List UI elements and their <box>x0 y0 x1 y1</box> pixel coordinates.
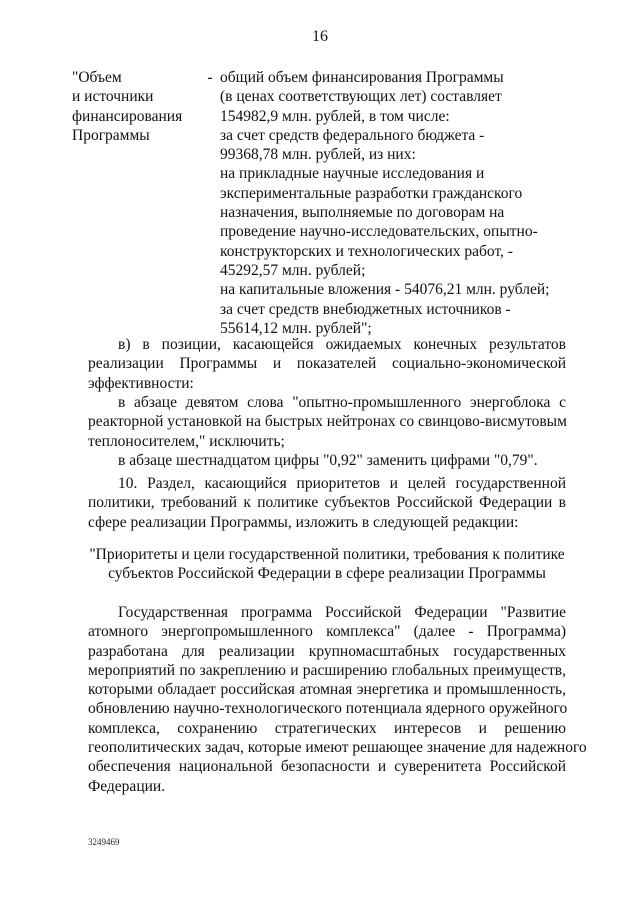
financing-block <box>72 68 572 338</box>
item-10-paragraph <box>88 474 566 532</box>
financing-text-line: общий объем финансирования Программы <box>220 69 504 86</box>
paragraph-line: Государственная программа Российской Федерации "Развитие <box>118 604 566 621</box>
paragraph-line: в абзаце шестнадцатом цифры "0,92" заменить цифрами "0,79". <box>118 452 538 469</box>
paragraph-line: Федерации. <box>88 777 166 795</box>
financing-text-line: за счет средств федерального бюджета - <box>220 126 485 144</box>
financing-label <box>72 68 200 338</box>
paragraph-line: эффективности: <box>88 374 194 392</box>
paragraph-line: 10. Раздел, касающийся приоритетов и целей государственной <box>118 475 566 492</box>
page-number: 16 <box>312 28 328 45</box>
paragraph-line: в) в позиции, касающейся ожидаемых конечных результатов <box>118 336 566 353</box>
paragraph-line: геополитических задач, которые имеют решающее значение для надежного <box>88 739 587 757</box>
body-paragraph <box>88 603 587 796</box>
section-heading <box>88 545 566 584</box>
financing-text-line: экспериментальные разработки гражданского <box>220 184 523 202</box>
heading-line: "Приоритеты и цели государственной политики, требования к политике <box>89 546 565 563</box>
financing-label-line: "Объем <box>72 69 122 86</box>
document-code: 3249469 <box>88 837 120 847</box>
paragraph-line: реакторной установкой на быстрых нейтронах со свинцово-висмутовым <box>88 413 567 431</box>
financing-dash: - <box>207 69 213 86</box>
financing-text <box>220 68 572 338</box>
financing-text-line: за счет средств внебюджетных источников - <box>220 300 511 318</box>
financing-text-line: 99368,78 млн. рублей, из них: <box>220 146 416 164</box>
financing-text-line: на прикладные научные исследования и <box>220 165 485 183</box>
financing-text-line: 154982,9 млн. рублей, в том числе: <box>220 107 450 125</box>
financing-label-line: Программы <box>72 126 150 144</box>
financing-text-line: 45292,57 млн. рублей; <box>220 261 366 279</box>
paragraph-line: теплоносителем," исключить; <box>88 432 285 450</box>
paragraph-line: в абзаце девятом слова "опытно-промышленного энергоблока с <box>118 394 566 411</box>
financing-text-line: проведение научно-исследовательских, опытно- <box>220 223 538 241</box>
section-v-paragraph <box>88 335 566 393</box>
paragraph-line: политики, требований к политике субъектов Российской Федерации в <box>88 494 566 512</box>
sixteenth-paragraph-amendment <box>88 451 566 470</box>
heading-line: субъектов Российской Федерации в сфере реализации Программы <box>108 565 546 583</box>
paragraph-line: обеспечения национальной безопасности и суверенитета Российской <box>88 758 566 776</box>
financing-label-line: и источники <box>72 88 154 106</box>
financing-text-line: 55614,12 млн. рублей"; <box>220 319 372 337</box>
financing-text-line: (в ценах соответствующих лет) составляет <box>220 88 502 106</box>
financing-text-line: назначения, выполняемые по договорам на <box>220 204 505 222</box>
financing-text-line: конструкторских и технологических работ, - <box>220 242 513 260</box>
paragraph-line: атомного энергопромышленного комплекса" (далее - Программа) <box>88 623 566 641</box>
paragraph-line: обновлению научно-технологического потенциала ядерного оружейного <box>88 700 568 718</box>
paragraph-line: комплекса, сохранению стратегических интересов и решению <box>88 719 566 737</box>
paragraph-line: реализации Программы и показателей социально-экономической <box>88 355 566 373</box>
paragraph-line: мероприятий по закреплению и расширению глобальных преимуществ, <box>88 661 566 679</box>
paragraph-line: которыми обладает российская атомная энергетика и промышленность, <box>88 681 566 699</box>
paragraph-line: разработана для реализации крупномасштабных государственных <box>88 642 566 660</box>
financing-label-line: финансирования <box>72 107 183 125</box>
paragraph-line: сфере реализации Программы, изложить в следующей редакции: <box>88 513 519 531</box>
financing-text-line: на капитальные вложения - 54076,21 млн. рублей; <box>220 281 550 299</box>
ninth-paragraph-amendment <box>88 393 566 451</box>
